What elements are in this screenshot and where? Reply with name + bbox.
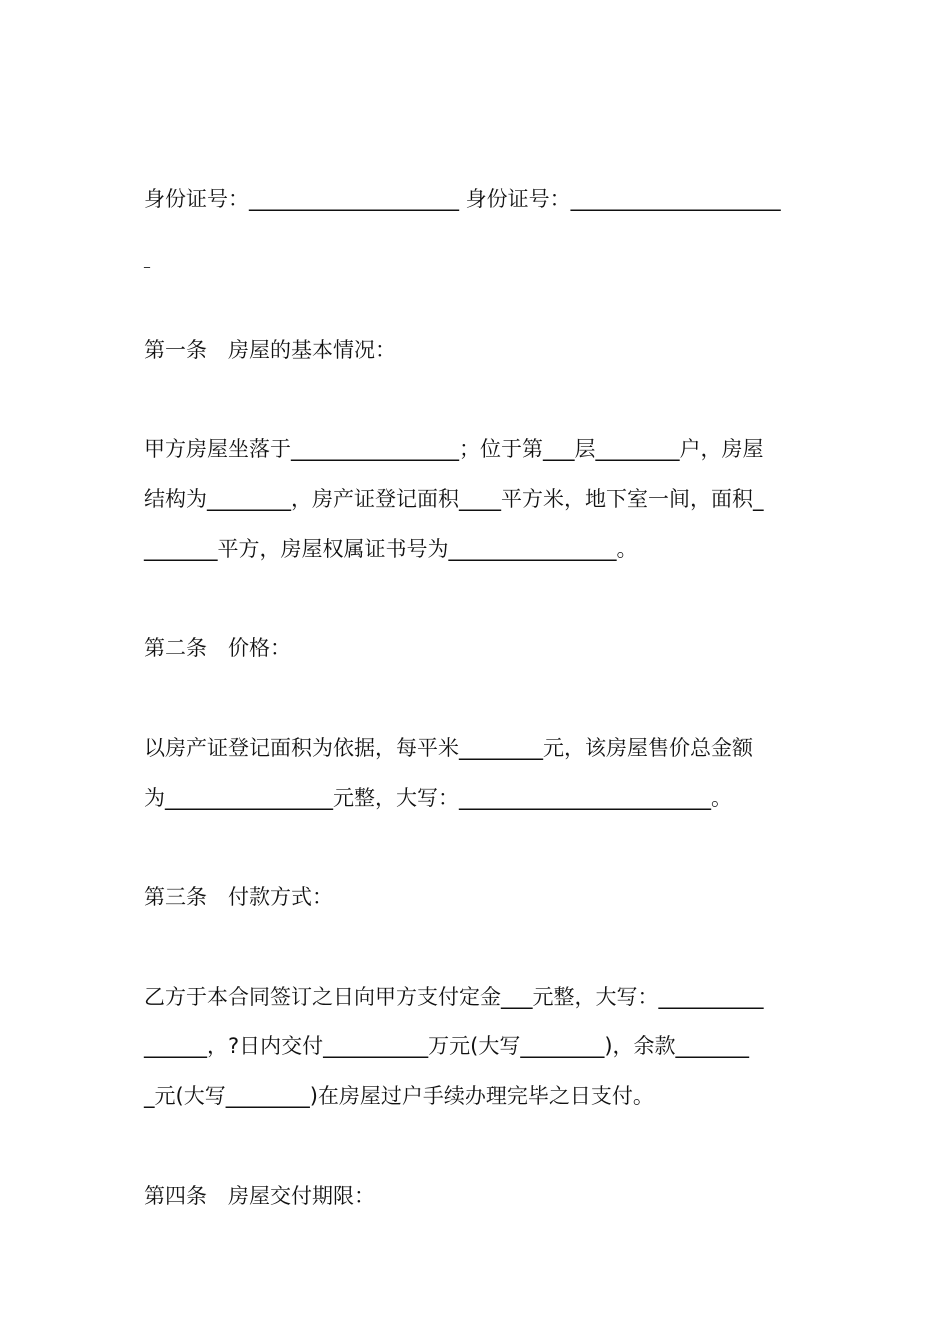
article-4-heading: 第四条 房屋交付期限： <box>144 1184 375 1208</box>
id-number-line-continuation: _ <box>144 254 150 268</box>
article-2-heading: 第二条 价格： <box>144 636 291 660</box>
article-2-paragraph-line-2: 为________________元整，大写：________________________。 <box>144 786 732 810</box>
article-1-heading: 第一条 房屋的基本情况： <box>144 338 396 362</box>
article-2-paragraph-line-1: 以房产证登记面积为依据，每平米________元，该房屋售价总金额 <box>144 736 753 760</box>
article-1-paragraph-line-1: 甲方房屋坐落于________________；位于第___层________户，房屋 <box>144 437 764 461</box>
article-1-paragraph-line-2: 结构为________，房产证登记面积____平方米，地下室一间，面积_ <box>144 487 764 511</box>
article-3-paragraph-line-1: 乙方于本合同签订之日向甲方支付定金___元整，大写：__________ <box>144 985 764 1009</box>
article-3-heading: 第三条 付款方式： <box>144 885 333 909</box>
article-3-paragraph-line-2: ______，?日内交付__________万元(大写________)，余款_______ <box>144 1034 750 1058</box>
article-1-paragraph-line-3: _______平方，房屋权属证书号为________________。 <box>144 537 638 561</box>
article-3-paragraph-line-3: _元(大写________)在房屋过户手续办理完毕之日支付。 <box>144 1084 654 1108</box>
id-number-line: 身份证号：____________________ 身份证号：____________________ <box>144 187 781 211</box>
